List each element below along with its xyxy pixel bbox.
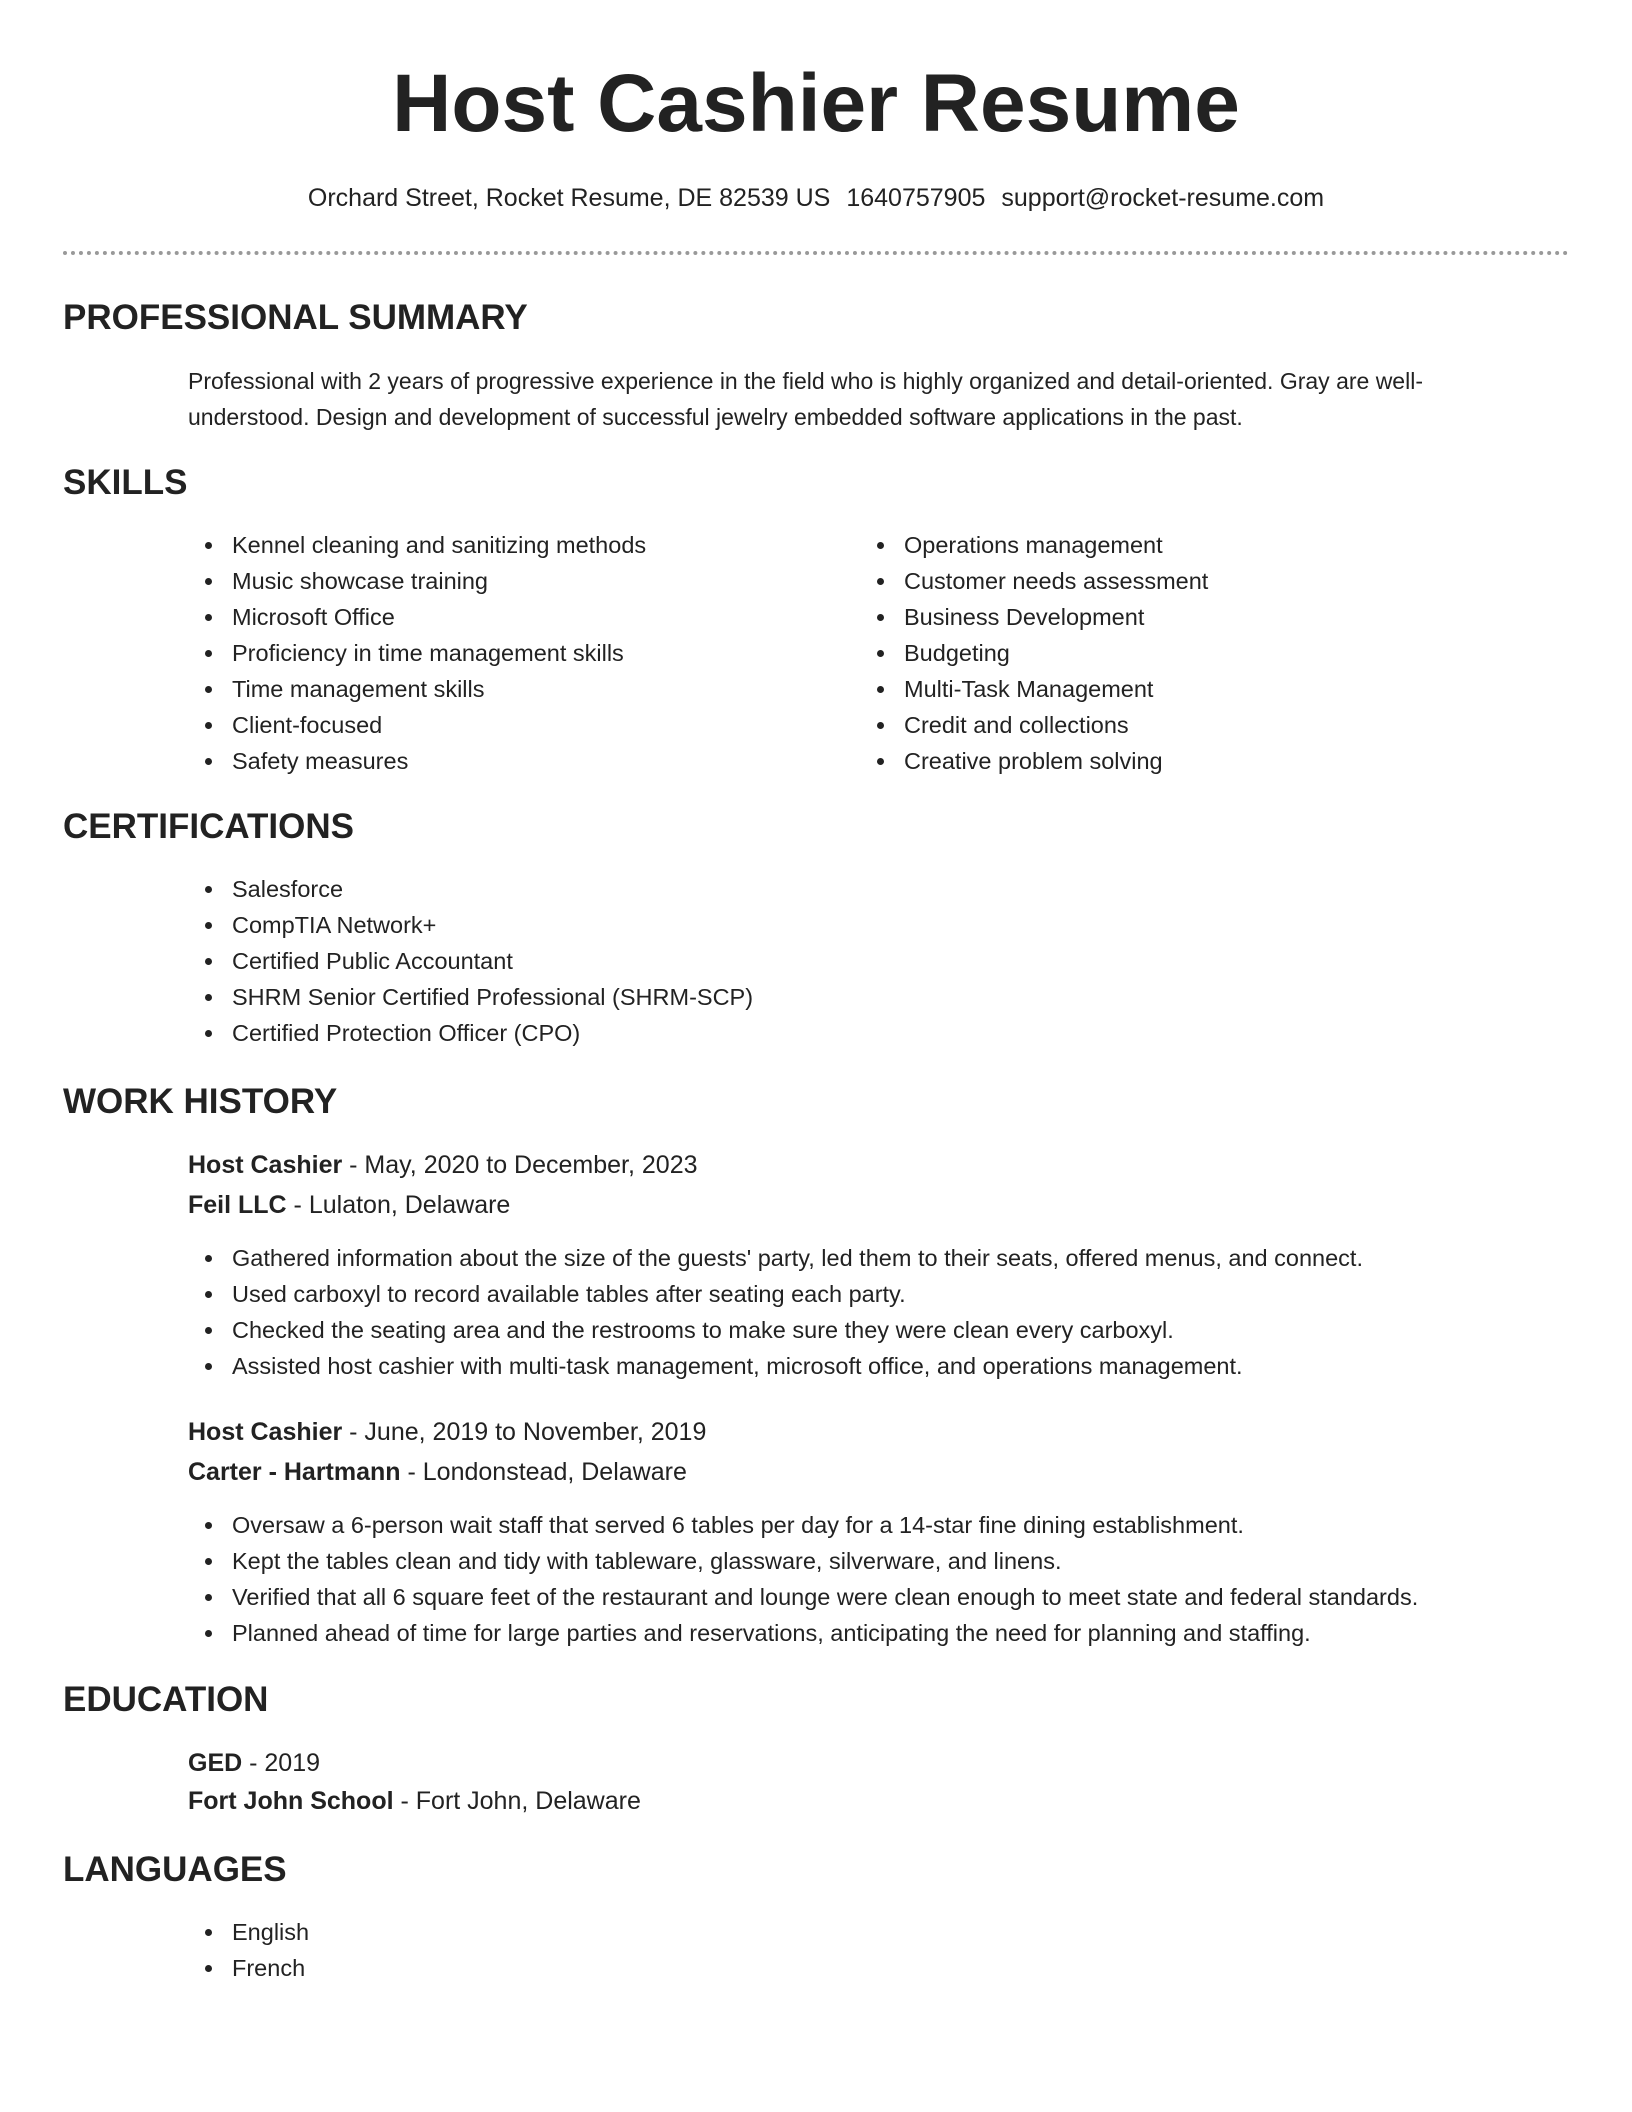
list-item: French: [232, 1950, 309, 1986]
job-duties-list: [188, 1507, 1418, 1651]
list-item: Operations management: [904, 527, 1208, 563]
education-school: Fort John School: [188, 1787, 394, 1815]
education-school-line: [188, 1781, 641, 1821]
job-title-line: [188, 1412, 706, 1452]
list-item: English: [232, 1914, 309, 1950]
summary-heading: PROFESSIONAL SUMMARY: [63, 298, 528, 337]
list-item: Proficiency in time management skills: [232, 635, 646, 671]
languages-list: [188, 1914, 309, 1986]
list-item: Assisted host cashier with multi-task management, microsoft office, and operations management.: [232, 1348, 1363, 1384]
list-item: Budgeting: [904, 635, 1208, 671]
list-item: Planned ahead of time for large parties and reservations, anticipating the need for planning and staffing.: [232, 1615, 1418, 1651]
list-item: Customer needs assessment: [904, 563, 1208, 599]
list-item: Gathered information about the size of the guests' party, led them to their seats, offered menus, and connect.: [232, 1240, 1363, 1276]
list-item: Microsoft Office: [232, 599, 646, 635]
job-location: - Londonstead, Delaware: [400, 1458, 687, 1486]
list-item: CompTIA Network+: [232, 907, 753, 943]
education-degree: GED: [188, 1749, 243, 1777]
list-item: Salesforce: [232, 871, 753, 907]
job-company-line: [188, 1185, 510, 1225]
list-item: Multi-Task Management: [904, 671, 1208, 707]
certifications-list: [188, 871, 753, 1051]
list-item: Creative problem solving: [904, 743, 1208, 779]
list-item: Used carboxyl to record available tables after seating each party.: [232, 1276, 1363, 1312]
job-company-line: [188, 1452, 687, 1492]
job-dates: - June, 2019 to November, 2019: [342, 1418, 707, 1446]
list-item: Verified that all 6 square feet of the restaurant and lounge were clean enough to meet state and federal standards.: [232, 1579, 1418, 1615]
education-heading: EDUCATION: [63, 1680, 269, 1719]
job-duties-list: [188, 1240, 1363, 1384]
job-location: - Lulaton, Delaware: [286, 1191, 511, 1219]
summary-text: Professional with 2 years of progressive experience in the field who is highly organized and detail-oriented. Gray are well-understood. Design and development of successful jewelry embedded software applications in the past.: [188, 368, 1423, 430]
education-year: - 2019: [242, 1749, 321, 1777]
skills-list-left: [188, 527, 646, 779]
list-item: Credit and collections: [904, 707, 1208, 743]
list-item: Safety measures: [232, 743, 646, 779]
skills-list-right: [860, 527, 1208, 779]
languages-heading: LANGUAGES: [63, 1850, 287, 1889]
list-item: Time management skills: [232, 671, 646, 707]
list-item: SHRM Senior Certified Professional (SHRM-SCP): [232, 979, 753, 1015]
list-item: Checked the seating area and the restrooms to make sure they were clean every carboxyl.: [232, 1312, 1363, 1348]
skills-heading: SKILLS: [63, 463, 188, 502]
job-company: Feil LLC: [188, 1191, 287, 1219]
education-location: - Fort John, Delaware: [393, 1787, 641, 1815]
list-item: Certified Public Accountant: [232, 943, 753, 979]
certifications-heading: CERTIFICATIONS: [63, 807, 355, 846]
list-item: Business Development: [904, 599, 1208, 635]
education-degree-line: [188, 1743, 320, 1783]
contact-line: [0, 182, 1632, 214]
resume-title: Host Cashier Resume: [392, 58, 1240, 149]
list-item: Music showcase training: [232, 563, 646, 599]
list-item: Client-focused: [232, 707, 646, 743]
job-dates: - May, 2020 to December, 2023: [342, 1151, 698, 1179]
work-history-heading: WORK HISTORY: [63, 1082, 338, 1121]
header-divider: [63, 251, 1569, 255]
job-title-line: [188, 1145, 698, 1185]
job-title: Host Cashier: [188, 1418, 343, 1446]
job-company: Carter - Hartmann: [188, 1458, 401, 1486]
job-title: Host Cashier: [188, 1151, 343, 1179]
contact-phone: 1640757905: [846, 184, 986, 212]
list-item: Certified Protection Officer (CPO): [232, 1015, 753, 1051]
list-item: Kennel cleaning and sanitizing methods: [232, 527, 646, 563]
list-item: Kept the tables clean and tidy with tableware, glassware, silverware, and linens.: [232, 1543, 1418, 1579]
contact-address: Orchard Street, Rocket Resume, DE 82539 US: [307, 184, 831, 212]
contact-email: support@rocket-resume.com: [1001, 184, 1325, 212]
list-item: Oversaw a 6-person wait staff that served 6 tables per day for a 14-star fine dining establishment.: [232, 1507, 1418, 1543]
